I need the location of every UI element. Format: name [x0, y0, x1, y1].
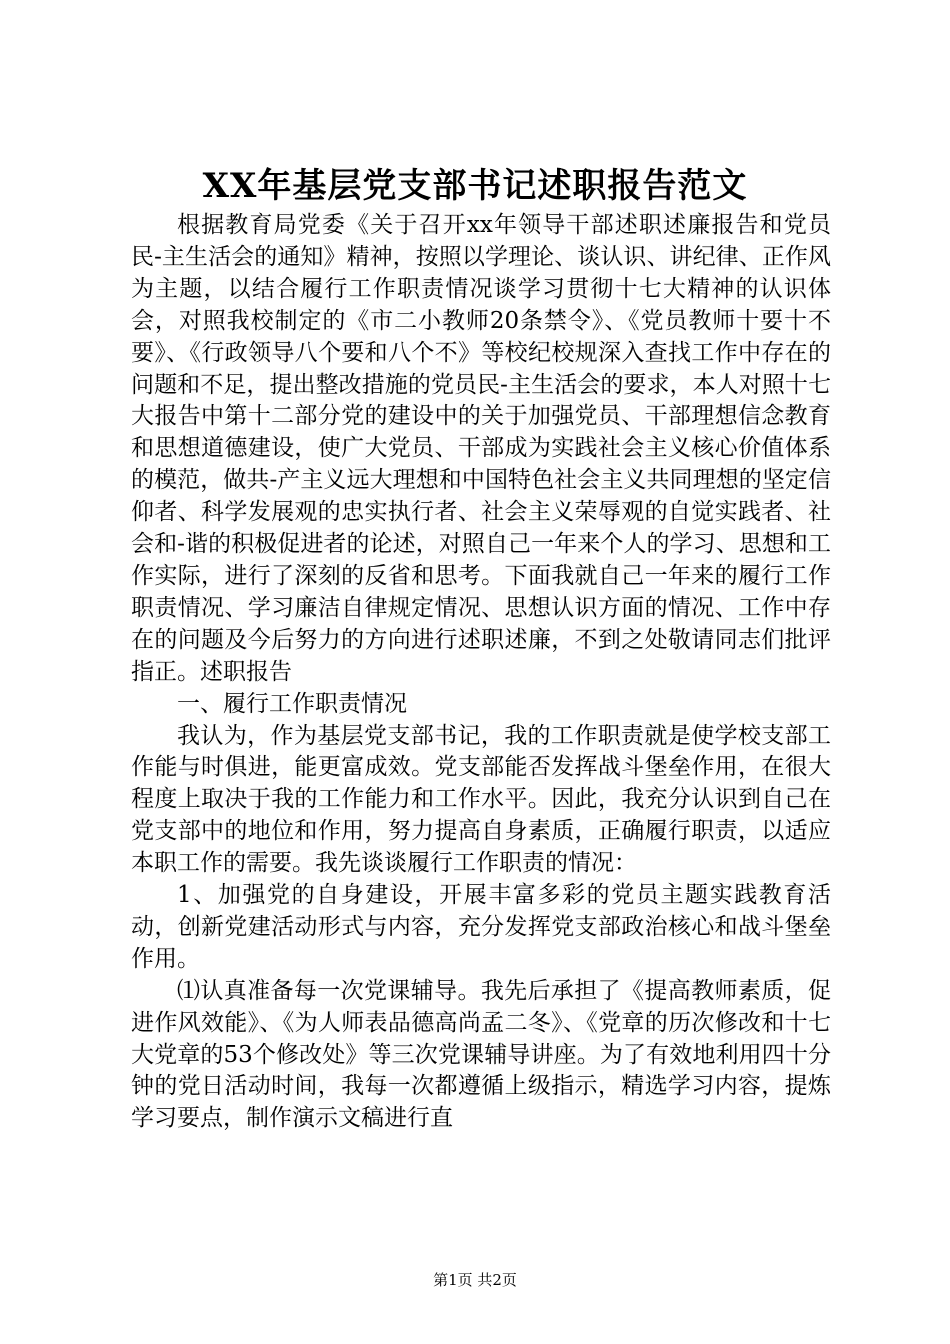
section-heading: 一、履行工作职责情况 — [177, 690, 407, 717]
body-paragraph-intro: 根据教育局党委《关于召开xx年领导干部述职述廉报告和党员民-主生活会的通知》精神，按照以学理论、谈认识、讲纪律、正作风为主题，以结合履行工作职责情况谈学习贯彻十七大精神的认识体会，对照我校制定的《市二小教师20条禁令》、《党员教师十要十不要》、《行政领导八个要和八个不》等校纪校规深入查找工作中存在的问题和不足，提出整改措施的党员民-主生活会的要求，本人对照十七大报告中第十二部分党的建设中的关于加强党员、干部理想信念教育和思想道德建设，使广大党员、干部成为实践社会主义核心价值体系的模范，做共-产主义远大理想和中国特色社会主义共同理想的坚定信仰者、科学发展观的忠实执行者、社会主义荣辱观的自觉实践者、社会和-谐的积极促进者的论述，对照自己一年来个人的学习、思想和工作实际，进行了深刻的反省和思考。下面我就自己一年来的履行工作职责情况、学习廉洁自律规定情况、思想认识方面的情况、工作中存在的问题及今后努力的方向进行述职述廉，不到之处敬请同志们批评指正。述职报告 — [131, 212, 831, 685]
document-title: XX年基层党支部书记述职报告范文 — [202, 166, 748, 206]
body-paragraph-duties: 我认为，作为基层党支部书记，我的工作职责就是使学校支部工作能与时俱进，能更富成效。党支部能否发挥战斗堡垒作用，在很大程度上取决于我的工作能力和工作水平。因此，我充分认识到自己在党支部中的地位和作用，努力提高自身素质，正确履行职责，以适应本职工作的需要。我先谈谈履行工作职责的情况： — [131, 722, 831, 877]
body-paragraph-subitem-1: ⑴认真准备每一次党课辅导。我先后承担了《提高教师素质，促进作风效能》、《为人师表品德高尚孟二冬》、《党章的历次修改和十七大党章的53个修改处》等三次党课辅导讲座。为了有效地利用四十分钟的党日活动时间，我每一次都遵循上级指示，精选学习内容，提炼学习要点，制作演示文稿进行直 — [131, 977, 831, 1132]
body-paragraph-item-1: 1、加强党的自身建设，开展丰富多彩的党员主题实践教育活动，创新党建活动形式与内容，充分发挥党支部政治核心和战斗堡垒作用。 — [131, 882, 831, 972]
page-footer: 第1页 共2页 — [433, 1271, 517, 1289]
document-body — [131, 210, 831, 1135]
